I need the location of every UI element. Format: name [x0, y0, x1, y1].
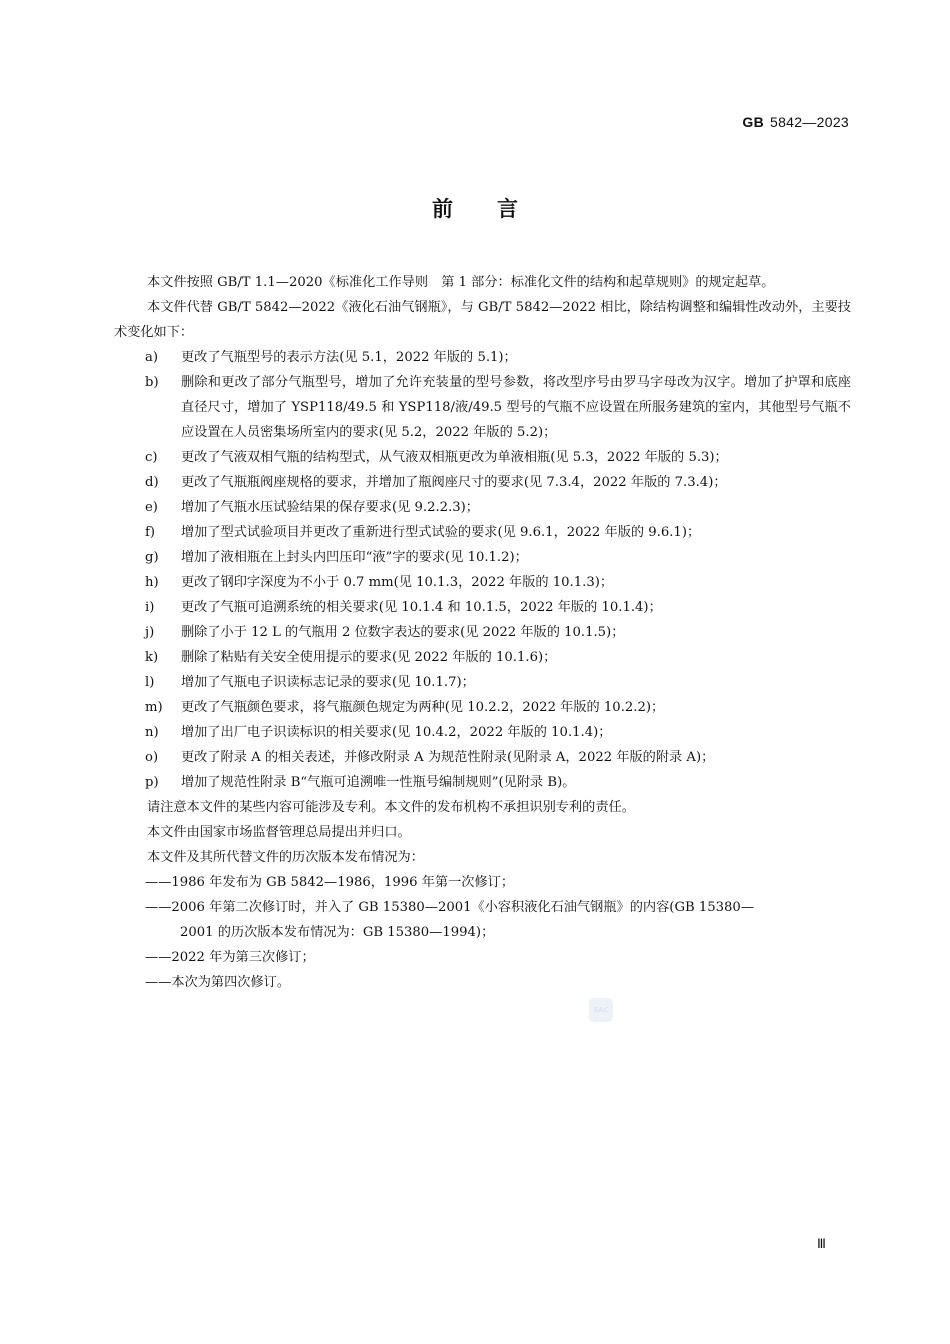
list-marker: k) — [145, 650, 159, 665]
sac-watermark-logo — [589, 998, 613, 1022]
history-item — [114, 895, 851, 945]
history-intro: 本文件及其所代替文件的历次版本发布情况为： — [147, 850, 424, 865]
list-item — [145, 595, 851, 620]
drafting-rule-paragraph: 本文件按照 GB/T 1.1—2020《标准化工作导则 第 1 部分：标准化文件的结构和起草规则》的规定起草。 — [147, 275, 775, 290]
list-marker: g) — [145, 550, 159, 565]
list-text: 增加了气瓶电子识读标志记录的要求(见 10.1.7)； — [181, 675, 475, 690]
history-item: ——本次为第四次修订。 — [145, 975, 291, 990]
history-item: ——2022 年为第三次修订； — [145, 950, 315, 965]
list-item — [145, 570, 851, 595]
list-text: 更改了钢印字深度为不小于 0.7 mm(见 10.1.3，2022 年版的 10.1.3)； — [181, 575, 614, 590]
list-marker: f) — [145, 525, 156, 540]
list-text: 增加了出厂电子识读标识的相关要求(见 10.4.2，2022 年版的 10.1.4)； — [181, 725, 612, 740]
list-marker: d) — [145, 475, 159, 490]
list-item — [145, 745, 851, 770]
list-text: 删除和更改了部分气瓶型号，增加了允许充装量的型号参数，将改型序号由罗马字母改为汉字。增加了护罩和底座直径尺寸，增加了 YSP118/49.5 和 YSP118/液/49.5 型号的气瓶不应设置在所服务建筑的室内，其他型号气瓶不应设置在人员密集场所室内的要求(见 5.2，2022 年版的 5.2)； — [181, 375, 851, 440]
list-marker: m) — [145, 700, 163, 715]
list-item — [145, 520, 851, 545]
list-item — [145, 720, 851, 745]
patent-notice: 请注意本文件的某些内容可能涉及专利。本文件的发布机构不承担识别专利的责任。 — [147, 800, 635, 815]
list-marker: p) — [145, 775, 159, 790]
list-text: 更改了气瓶颜色要求，将气瓶颜色规定为两种(见 10.2.2，2022 年版的 10.2.2)； — [181, 700, 665, 715]
list-marker: b) — [145, 375, 159, 390]
list-item — [145, 345, 851, 370]
list-marker: a) — [145, 350, 159, 365]
list-item — [145, 545, 851, 570]
list-text: 删除了小于 12 L 的气瓶用 2 位数字表达的要求(见 2022 年版的 10.1.5)； — [181, 625, 625, 640]
standard-code — [742, 114, 849, 130]
list-text: 删除了粘贴有关安全使用提示的要求(见 2022 年版的 10.1.6)； — [181, 650, 557, 665]
history-item-line: 2001 的历次版本发布情况为：GB 15380—1994)； — [180, 925, 495, 940]
list-item — [145, 645, 851, 670]
list-text: 更改了附录 A 的相关表述，并修改附录 A 为规范性附录(见附录 A，2022 年版的附录 A)； — [181, 750, 715, 765]
replacement-paragraph: 本文件代替 GB/T 5842—2022《液化石油气钢瓶》，与 GB/T 5842—2022 相比，除结构调整和编辑性改动外，主要技术变化如下： — [114, 300, 851, 340]
list-item — [145, 770, 851, 795]
page-number: Ⅲ — [817, 1236, 826, 1251]
list-marker: l) — [145, 675, 155, 690]
page-title: 前言 — [432, 197, 562, 221]
list-text: 增加了液相瓶在上封头内凹压印“液”字的要求(见 10.1.2)； — [181, 550, 528, 565]
list-marker: e) — [145, 500, 158, 515]
list-text: 更改了气瓶型号的表示方法(见 5.1，2022 年版的 5.1)； — [181, 350, 517, 365]
technical-changes-list — [114, 345, 851, 795]
list-item — [145, 495, 851, 520]
list-text: 更改了气瓶瓶阀座规格的要求，并增加了瓶阀座尺寸的要求(见 7.3.4，2022 年版的 7.3.4)； — [181, 475, 727, 490]
history-item: ——1986 年发布为 GB 5842—1986，1996 年第一次修订； — [145, 875, 515, 890]
list-text: 增加了规范性附录 B“气瓶可追溯唯一性瓶号编制规则”(见附录 B)。 — [181, 775, 576, 790]
list-item — [145, 445, 851, 470]
list-item — [145, 670, 851, 695]
list-text: 增加了型式试验项目并更改了重新进行型式试验的要求(见 9.6.1，2022 年版的 9.6.1)； — [181, 525, 701, 540]
list-item — [145, 470, 851, 495]
list-text: 增加了气瓶水压试验结果的保存要求(见 9.2.2.3)； — [181, 500, 479, 515]
list-item — [145, 620, 851, 645]
list-marker: h) — [145, 575, 159, 590]
watermark-text: SAC — [593, 1006, 609, 1014]
list-text: 更改了气瓶可追溯系统的相关要求(见 10.1.4 和 10.1.5，2022 年版的 10.1.4)； — [181, 600, 662, 615]
list-marker: n) — [145, 725, 159, 740]
proposer-statement: 本文件由国家市场监督管理总局提出并归口。 — [147, 825, 411, 840]
history-item-line: ——2006 年第二次修订时，并入了 GB 15380—2001《小容积液化石油气钢瓶》的内容(GB 15380— — [145, 900, 755, 915]
list-item — [145, 370, 851, 445]
foreword-body — [114, 270, 851, 995]
standard-prefix: GB — [742, 114, 764, 130]
list-marker: o) — [145, 750, 159, 765]
standard-number: 5842—2023 — [770, 114, 849, 130]
list-marker: c) — [145, 450, 158, 465]
list-item — [145, 695, 851, 720]
list-text: 更改了气液双相气瓶的结构型式，从气液双相瓶更改为单液相瓶(见 5.3，2022 年版的 5.3)； — [181, 450, 728, 465]
list-marker: j) — [145, 625, 155, 640]
list-marker: i) — [145, 600, 155, 615]
